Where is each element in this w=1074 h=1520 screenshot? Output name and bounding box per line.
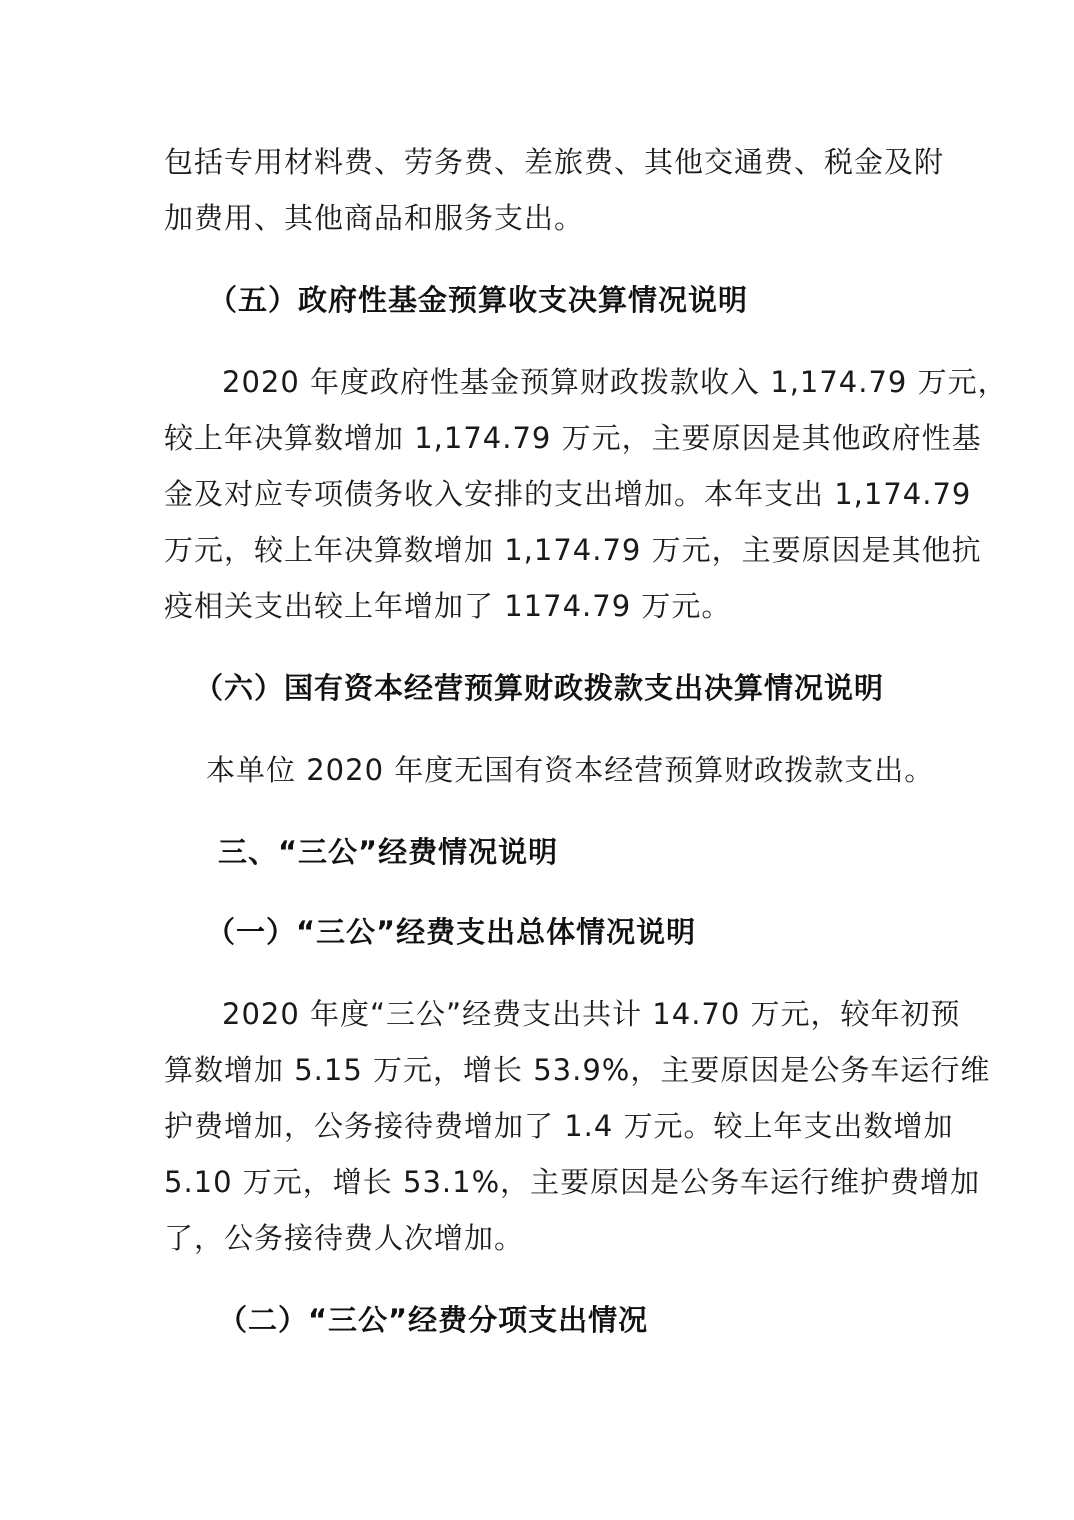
- paragraph-line: 万元，较上年决算数增加 1,174.79 万元，主要原因是其他抗: [164, 533, 982, 567]
- paragraph-line: 护费增加，公务接待费增加了 1.4 万元。较上年支出数增加: [164, 1109, 954, 1143]
- paragraph-line: 2020 年度政府性基金预算财政拨款收入 1,174.79 万元，: [222, 365, 1008, 399]
- paragraph-line: 较上年决算数增加 1,174.79 万元，主要原因是其他政府性基: [164, 421, 982, 455]
- section-heading-5: （五）政府性基金预算收支决算情况说明: [208, 283, 749, 317]
- subsection-heading-2: （二）“三公”经费分项支出情况: [218, 1303, 649, 1337]
- section-heading-6: （六）国有资本经营预算财政拨款支出决算情况说明: [194, 671, 885, 705]
- paragraph-line: 2020 年度“三公”经费支出共计 14.70 万元，较年初预: [222, 997, 961, 1031]
- paragraph-line: 算数增加 5.15 万元，增长 53.9%，主要原因是公务车运行维: [164, 1053, 991, 1087]
- paragraph-line: 本单位 2020 年度无国有资本经营预算财政拨款支出。: [206, 753, 935, 787]
- paragraph-line: 5.10 万元，增长 53.1%，主要原因是公务车运行维护费增加: [164, 1165, 981, 1199]
- chapter-heading-3: 三、“三公”经费情况说明: [218, 835, 559, 869]
- paragraph-line: 包括专用材料费、劳务费、差旅费、其他交通费、税金及附: [164, 145, 945, 179]
- paragraph-line: 了，公务接待费人次增加。: [164, 1221, 525, 1255]
- subsection-heading-1: （一）“三公”经费支出总体情况说明: [206, 915, 697, 949]
- paragraph-line: 加费用、其他商品和服务支出。: [164, 201, 585, 235]
- paragraph-line: 金及对应专项债务收入安排的支出增加。本年支出 1,174.79: [164, 477, 972, 511]
- paragraph-line: 疫相关支出较上年增加了 1174.79 万元。: [164, 589, 732, 623]
